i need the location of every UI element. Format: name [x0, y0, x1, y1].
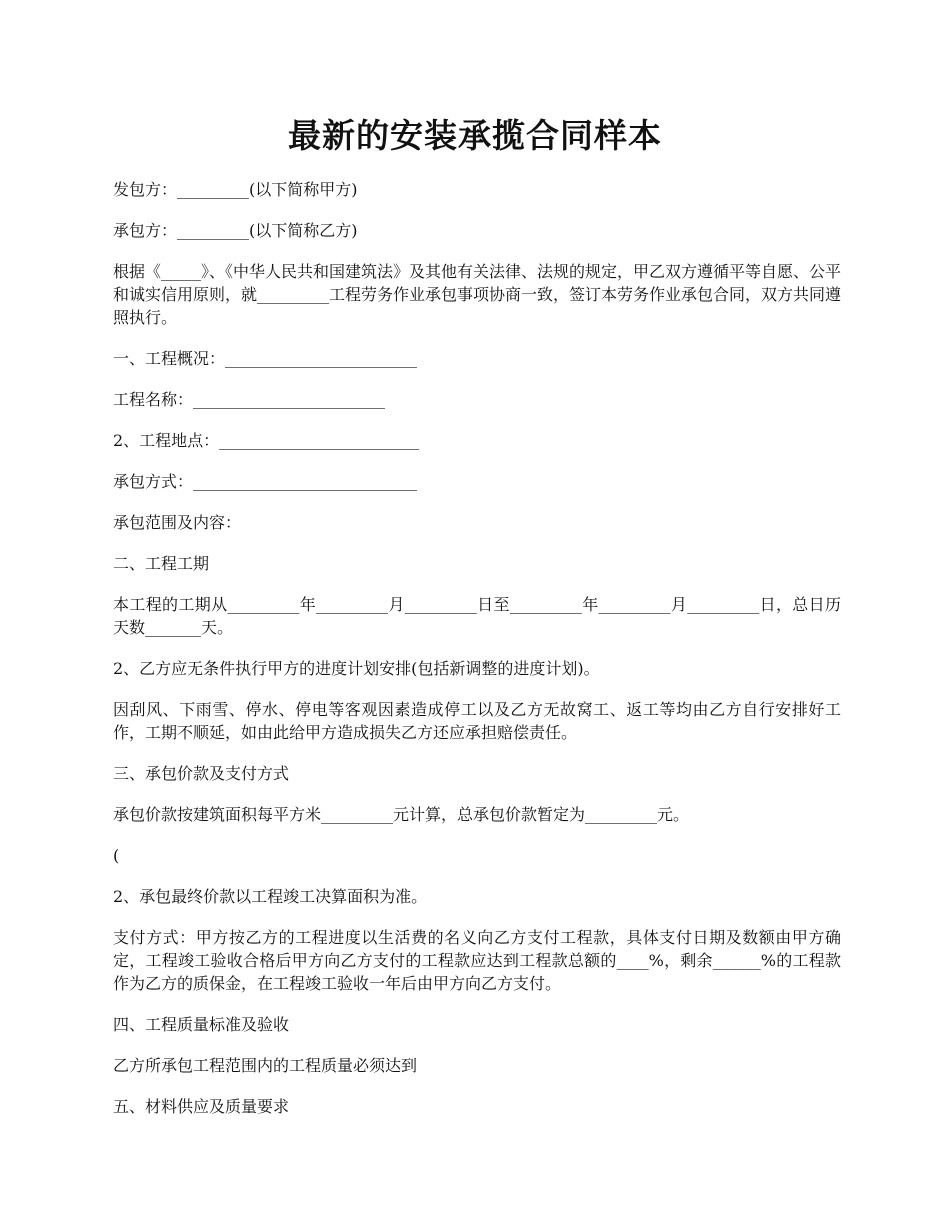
document-body [113, 178, 841, 1136]
price-calculation-paragraph: 承包价款按建筑面积每平方米_________元计算，总承包价款暂定为_________元。 [113, 805, 690, 824]
party-b-line: 承包方：_________(以下简称乙方) [113, 221, 358, 240]
section-heading-quality: 四、工程质量标准及验收 [113, 1015, 290, 1034]
stray-parenthesis-line: ( [113, 846, 120, 865]
section-heading-schedule: 二、工程工期 [113, 554, 210, 573]
contract-method-line: 承包方式：____________________________ [113, 472, 418, 491]
schedule-compliance-paragraph: 2、乙方应无条件执行甲方的进度计划安排(包括新调整的进度计划)。 [113, 659, 600, 678]
payment-method-paragraph: 支付方式：甲方按乙方的工程进度以生活费的名义向乙方支付工程款，具体支付日期及数额由甲方确定，工程竣工验收合格后甲方向乙方支付的工程款应达到工程款总额的____%，剩余______%的工程款作为乙方的质保金，在工程竣工验收一年后由甲方向乙方支付。 [113, 928, 841, 993]
section-heading-project-overview: 一、工程概况：________________________ [113, 349, 418, 368]
contract-scope-line: 承包范围及内容： [113, 513, 242, 532]
schedule-period-paragraph: 本工程的工期从_________年_________月_________日至_________年_________月_________日，总日历天数_______天。 [113, 595, 841, 637]
document-title: 最新的安装承揽合同样本 [288, 116, 662, 155]
final-price-paragraph: 2、承包最终价款以工程竣工决算面积为准。 [113, 887, 428, 906]
quality-standard-paragraph: 乙方所承包工程范围内的工程质量必须达到 [113, 1056, 418, 1075]
section-heading-price-payment: 三、承包价款及支付方式 [113, 764, 290, 783]
project-location-line: 2、工程地点：_________________________ [113, 431, 420, 450]
project-name-line: 工程名称：________________________ [113, 390, 386, 409]
section-heading-materials: 五、材料供应及质量要求 [113, 1097, 290, 1116]
preamble-paragraph: 根据《_____》、《中华人民共和国建筑法》及其他有关法律、法规的规定，甲乙双方遵循平等自愿、公平和诚实信用原则，就_________工程劳务作业承包事项协商一致，签订本劳务作业承包合同，双方共同遵照执行。 [113, 262, 842, 327]
delay-liability-paragraph: 因刮风、下雨雪、停水、停电等客观因素造成停工以及乙方无故窝工、返工等均由乙方自行安排好工作，工期不顺延，如由此给甲方造成损失乙方还应承担赔偿责任。 [113, 700, 841, 742]
party-a-line: 发包方：_________(以下简称甲方) [113, 180, 358, 199]
